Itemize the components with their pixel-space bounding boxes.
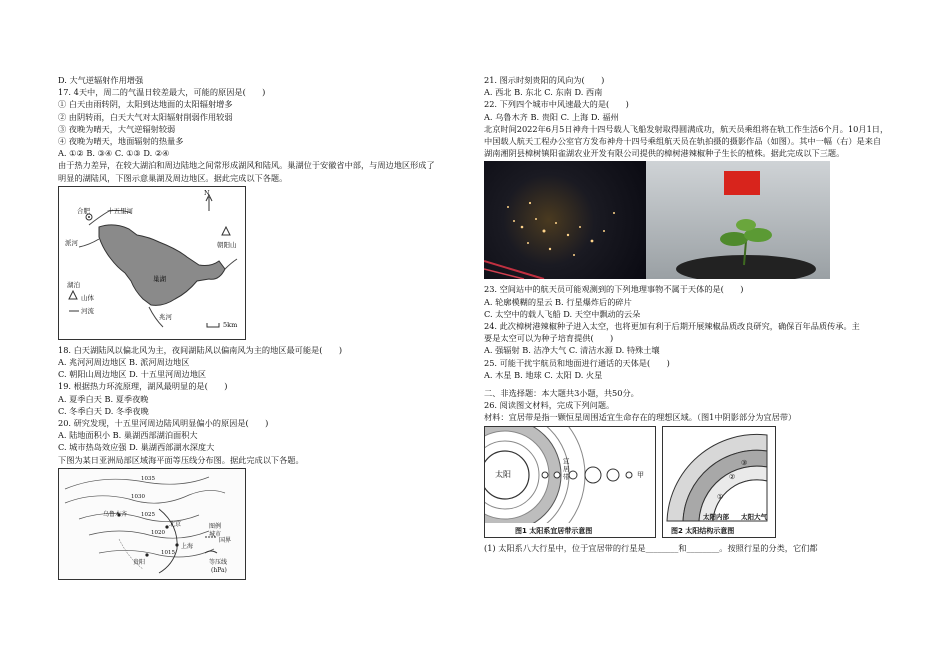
left-top-questions [58,74,478,184]
isobar-1020: 1020 [151,529,165,536]
fig1-habitable-zone [484,426,656,538]
text-line: 要是太空可以为种子培育提供( ) [484,333,614,344]
text-line: C. 朝阳山周边地区 D. 十五里河周边地区 [58,369,207,380]
legend-title: 图例 [209,522,222,530]
section-heading: 二、非选择题：本大题共3小题，共50分。 [484,388,639,399]
label-shanghai: 上海 [181,542,194,550]
text-line: 18. 白天湖陆风以偏北风为主，夜间湖陆风以偏南风为主的地区最可能是( ) [58,344,343,355]
fig1-sun: 太阳 [495,469,511,479]
text-line: 17. 4天中，周二的气温日较差最大，可能的原因是( ) [58,87,266,98]
text-line: 下图为某日亚洲局部区域海平面等压线分布图。据此完成以下各题。 [58,454,304,465]
right-top-questions [484,74,889,123]
right-mid-questions [484,283,889,381]
label-beijing: 北京 [169,520,182,528]
text-line: ① 白天由雨转阴，太阳到达地面的太阳辐射增多 [58,99,233,110]
label-scale: 5km [223,320,238,329]
fig2-inner: 太阳内部 [703,512,729,521]
text-line: 23. 空间站中的航天员可能观测到的下列地理事物不属于天体的是( ) [484,284,744,295]
label-heliu: 河流 [81,306,94,315]
plant-svg [646,161,830,279]
left-mid-questions [58,344,478,466]
text-line: A. 兆河河周边地区 B. 派河周边地区 [58,357,190,368]
legend-city: 城市 [209,530,222,538]
isobar-1015: 1015 [161,549,175,556]
legend-unit: (hPa) [211,566,227,574]
isobar-map [58,468,246,580]
text-line: A. 轮廓模糊的星云 B. 行星爆炸后的碎片 [484,296,632,307]
text-line: 20. 研究发现，十五里河周边陆风明显偏小的原因是( ) [58,418,269,429]
fig2-sun-structure [662,426,776,538]
left-column [58,74,478,584]
label-shiwuli: 十五里河 [107,206,133,215]
text-line: A. 乌鲁木齐 B. 贵阳 C. 上海 D. 福州 [484,111,619,122]
label-wulumuqi: 乌鲁木齐 [103,510,128,518]
text-line: C. 太空中的载人飞船 D. 天空中飘动的云朵 [484,308,641,319]
photo-pepper-plant [646,161,830,279]
text-line: 25. 可能干扰宇航员和地面进行通话的天体是( ) [484,357,670,368]
label-guiyang: 贵阳 [133,558,146,566]
fig2-n3: ③ [741,458,748,467]
fig1-caption: 图1 太阳系宜居带示意图 [515,526,593,535]
text-line: A. 强辐射 B. 洁净大气 C. 清洁水源 D. 特殊土壤 [484,345,660,356]
figures-row [484,426,889,538]
label-paihe: 派河 [65,238,78,247]
fig2-n2: ② [729,472,736,481]
fig2-caption: 图2 太阳结构示意图 [671,526,735,535]
shenzhou-paragraph: 北京时间2022年6月5日神舟十四号载人飞船发射取得圆满成功，航天员乘组将在轨工作生活6个月。10月1日，中国载人航天工程办公室官方发布神舟十四号乘组航天员在轨拍摄的摄影作品（如图）。其中一幅（右）是来自湖南湘阴县樟树镇阳雀湖农业开发有限公司提供的樟树港辣椒种子生长的植株。据此完成以下三题。 [484,123,889,159]
label-hubo: 湖泊 [67,280,80,289]
city-lights-svg [484,161,646,279]
label-hefei: 合肥 [77,206,90,215]
text-line: ② 由阴转雨，白天大气对太阳辐射削弱作用较弱 [58,111,233,122]
isobar-1030: 1030 [131,493,145,500]
legend-isobar: 等压线 [209,558,228,566]
label-zhaoguanshan: 朝阳山 [217,240,237,249]
fig1-svg [485,427,655,537]
legend-border: 国界 [219,536,232,544]
right-column [484,74,889,554]
label-chaohu: 巢湖 [153,274,166,283]
photo-earth-night [484,161,646,279]
text-line: A. 木星 B. 地球 C. 太阳 D. 火星 [484,369,603,380]
fig1-zone: 宜居带 [563,456,570,481]
text-line: C. 城市热岛效应强 D. 巢湖西部湖水深度大 [58,442,215,453]
text-line: ④ 夜晚为晴天，地面辐射的热量多 [58,136,184,147]
text-line: 22. 下列四个城市中风速最大的是( ) [484,99,629,110]
text-line: D. 大气逆辐射作用增强 [58,75,144,85]
label-zhaohe: 兆河 [159,312,172,321]
text-line: 21. 图示时刻贵阳的风向为( ) [484,75,605,85]
chaohu-map [58,186,246,340]
text-line: A. ①② B. ③④ C. ①③ D. ②④ [58,148,170,159]
label-north: N [204,188,210,197]
fig1-jia: 甲 [637,470,644,479]
label-shanti: 山体 [81,293,94,302]
text-line: A. 陆地面积小 B. 巢湖西部湖泊面积大 [58,430,198,441]
fig2-atm: 太阳大气 [741,512,767,521]
material: 材料：宜居带是指一颗恒星周围适宜生命存在的理想区域。（图1中阴影部分为宜居带） [484,412,797,423]
q26: 26. 阅读图文材料，完成下列问题。 [484,400,615,411]
text-line: 明显的湖陆风，下图示意巢湖及周边地区。据此完成以下各题。 [58,172,288,183]
text-line: C. 冬季白天 D. 冬季夜晚 [58,405,149,416]
text-line: A. 西北 B. 东北 C. 东南 D. 西南 [484,87,603,98]
text-line: ③ 夜晚为晴天，大气逆辐射较弱 [58,123,176,134]
q26-part1: (1) 太阳系八大行星中，位于宜居带的行星是________和________。按照行星的分类，它们都 [484,542,818,553]
space-photos [484,161,830,279]
isobar-1035: 1035 [141,475,155,482]
text-line: A. 夏季白天 B. 夏季夜晚 [58,393,149,404]
isobar-1025: 1025 [141,511,155,518]
text-line: 19. 根据热力环流原理，湖风最明显的是( ) [58,381,228,392]
text-line: 由于热力差异，在较大湖泊和周边陆地之间常形成湖风和陆风。巢湖位于安徽省中部，与周边地区形成了 [58,160,435,171]
text-line: 24. 此次樟树港辣椒种子进入太空，也将更加有利于后期开展辣椒品质改良研究，确保百年品质传承。主 [484,321,860,332]
fig2-n1: ① [717,492,724,501]
